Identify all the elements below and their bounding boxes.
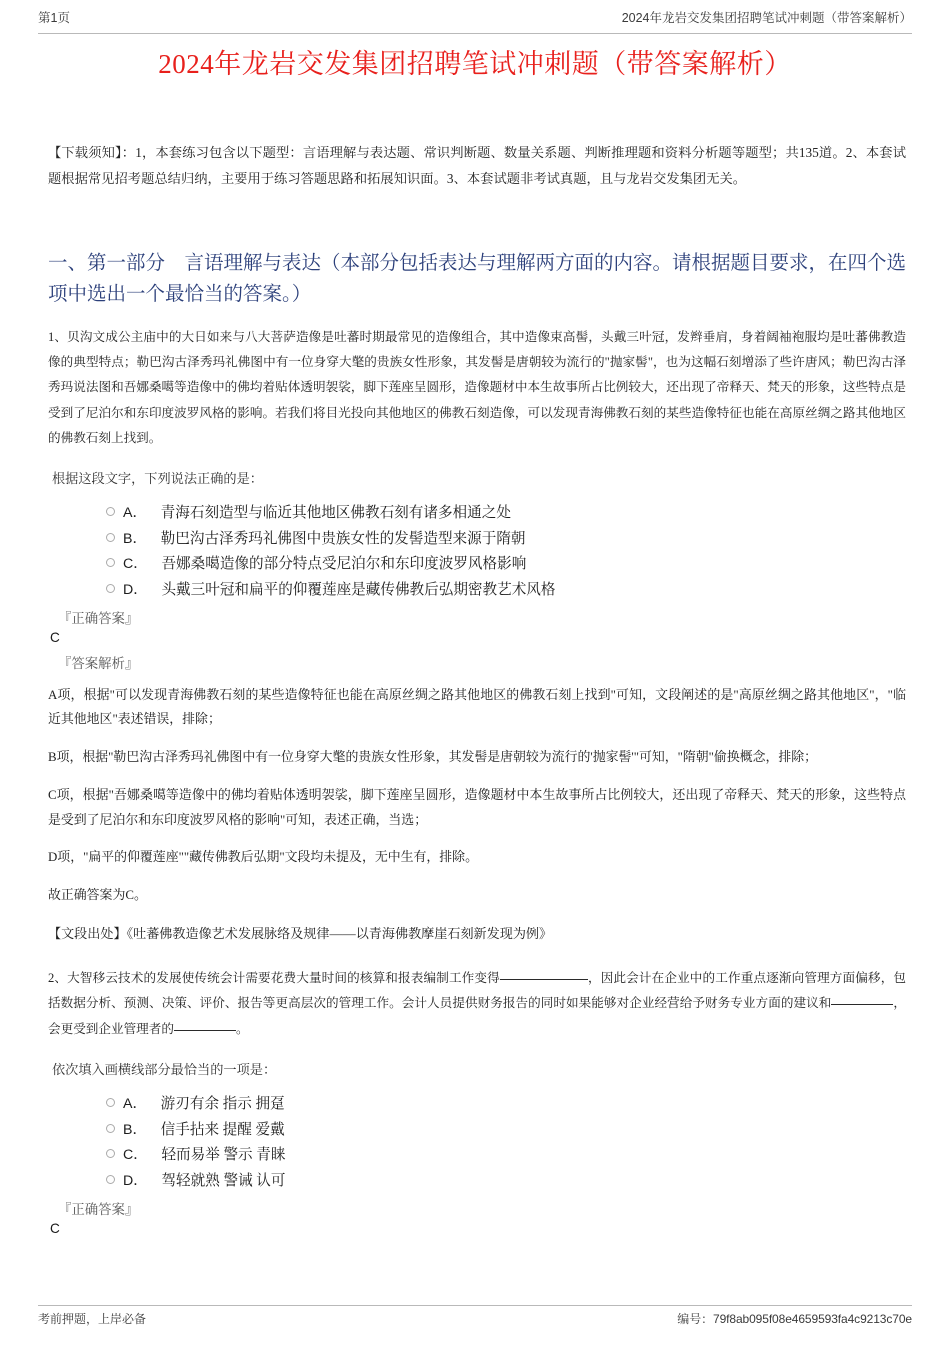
question-1-answer-value: C [50, 630, 60, 646]
option-text: 青海石刻造型与临近其他地区佛教石刻有诸多相通之处 [160, 505, 511, 522]
option-letter: B． [123, 530, 147, 547]
option-row-b[interactable] [106, 1117, 906, 1143]
analysis-conclusion: 故正确答案为C。 [48, 888, 147, 903]
radio-icon[interactable] [106, 584, 115, 593]
running-footer [38, 1305, 912, 1331]
option-letter: D． [123, 1172, 148, 1189]
option-text: 信手拈来 提醒 爱戴 [160, 1121, 285, 1138]
option-row-c[interactable] [106, 552, 906, 578]
analysis-paragraph-b: B项，根据"勒巴沟古泽秀玛礼佛图中有一位身穿大氅的贵族女性形象，其发髻是唐朝较为流行的'抛家髻'"可知，"隋朝"偷换概念，排除； [48, 750, 818, 765]
radio-icon[interactable] [106, 1175, 115, 1184]
footer-slogan: 考前押题，上岸必备 [38, 1312, 147, 1326]
question-1-source [48, 922, 906, 946]
footer-code-label: 编号： [677, 1312, 713, 1326]
question-2-answer-label: 『正确答案』 [58, 1201, 139, 1217]
section-heading: 一、第一部分 言语理解与表达（本部分包括表达与理解两方面的内容。请根据题目要求，在四个选项中选出一个最恰当的答案。） [48, 252, 907, 306]
option-row-d[interactable] [106, 1168, 906, 1194]
fill-blank-1[interactable] [500, 979, 588, 980]
question-2-prompt: 依次填入画横线部分最恰当的一项是： [52, 1061, 277, 1077]
option-row-a[interactable] [106, 1092, 906, 1118]
option-text: 轻而易举 警示 青睐 [161, 1147, 286, 1164]
radio-icon[interactable] [106, 1124, 115, 1133]
option-letter: C． [123, 556, 148, 573]
analysis-paragraph-d: D项，"扁平的仰覆莲座""藏传佛教后弘期"文段均未提及，无中生有，排除。 [48, 850, 478, 865]
radio-icon[interactable] [106, 1149, 115, 1158]
radio-icon[interactable] [106, 1098, 115, 1107]
option-letter: B． [123, 1121, 147, 1138]
question-block-2 [48, 966, 906, 1239]
question-block-1 [48, 325, 906, 946]
radio-icon[interactable] [106, 558, 115, 567]
page-title: 2024年龙岩交发集团招聘笔试冲刺题（带答案解析） [158, 49, 792, 79]
source-text: 《吐蕃佛教造像艺术发展脉络及规律——以青海佛教摩崖石刻新发现为例》 [126, 925, 553, 941]
option-letter: D． [123, 581, 148, 598]
option-text: 游刃有余 指示 拥趸 [160, 1096, 285, 1112]
option-row-c[interactable] [106, 1143, 906, 1169]
analysis-paragraph-a: A项，根据"可以发现青海佛教石刻的某些造像特征也能在高原丝绸之路其他地区的佛教石刻上找到"可知，文段阐述的是"高原丝绸之路其他地区"，"临近其他地区"表述错误，排除； [48, 687, 906, 727]
analysis-paragraph-c: C项，根据"吾娜桑噶等造像中的佛均着贴体透明袈裟，脚下莲座呈圆形，造像题材中本生故事所占比例较大，还出现了帝释天、梵天的形象，这些特点是受到了尼泊尔和东印度波罗风格的影响"可知，表述正确，当选； [48, 787, 906, 827]
option-letter: A． [123, 505, 147, 522]
question-2-stem-part4: 。 [235, 1021, 249, 1036]
question-1-prompt: 根据这段文字，下列说法正确的是： [52, 470, 263, 486]
source-label: 【文段出处】 [48, 925, 127, 941]
radio-icon[interactable] [106, 533, 115, 542]
page-indicator: 第1页 [38, 11, 70, 25]
footer-code [677, 1310, 912, 1327]
question-1-analysis-label: 『答案解析』 [58, 656, 139, 672]
question-1-answer-label: 『正确答案』 [58, 611, 139, 627]
document-body [48, 140, 906, 1241]
option-row-d[interactable] [106, 577, 906, 603]
fill-blank-3[interactable] [174, 1030, 236, 1031]
radio-icon[interactable] [106, 507, 115, 516]
question-2-stem-part1: 2、大智移云技术的发展使传统会计需要花费大量时间的核算和报表编制工作变得 [48, 971, 500, 986]
question-2-answer-value: C [50, 1221, 60, 1237]
option-letter: A． [123, 1096, 147, 1112]
option-text: 头戴三叶冠和扁平的仰覆莲座是藏传佛教后弘期密教艺术风格 [161, 581, 556, 598]
question-2-options [106, 1092, 906, 1194]
option-row-b[interactable] [106, 526, 906, 552]
running-header-title: 2024年龙岩交发集团招聘笔试冲刺题（带答案解析） [621, 11, 912, 25]
question-1-stem: 1、贝沟文成公主庙中的大日如来与八大菩萨造像是吐蕃时期最常见的造像组合，其中造像束高髻，头戴三叶冠，发辫垂肩，身着阔袖袍服均是吐蕃佛教造像的典型特点；勒巴沟古泽秀玛礼佛图中有一位身穿大氅的贵族女性形象，其发髻是唐朝较为流行的"抛家髻"，也为这幅石刻增添了些许唐风；勒巴沟古泽秀玛说法图和吾娜桑噶等造像中的佛均着贴体透明袈裟，脚下莲座呈圆形，造像题材中本生故事所占比例较大，还出现了帝释天、梵天的形象，这些特点是受到了尼泊尔和东印度波罗风格的影响。若我们将目光投向其他地区的佛教石刻造像，可以发现青海佛教石刻的某些造像特征也能在高原丝绸之路其他地区的佛教石刻上找到。 [48, 330, 906, 445]
fill-blank-2[interactable] [831, 1004, 893, 1005]
running-header [38, 8, 912, 34]
question-2-stem [48, 966, 906, 1042]
option-row-a[interactable] [106, 501, 906, 527]
question-2-stem-part2: ，因此会计在企业中的工作重点逐渐向管理方面偏移，包括数据分析、预测、决策、评价、报告等更高层次的管理工作。会计人员提供财务报告的同时如果能够对企业经营给予财务专业方面的建议和 [48, 971, 907, 1011]
download-notice: 【下载须知】：1，本套练习包含以下题型：言语理解与表达题、常识判断题、数量关系题、判断推理题和资料分析题等题型；共135道。2、本套试题根据常见招考题总结归纳，主要用于练习答题思路和拓展知识面。3、本套试题非考试真题，且与龙岩交发集团无关。 [48, 145, 906, 186]
option-letter: C． [123, 1147, 148, 1164]
question-1-options [106, 501, 906, 603]
option-text: 勒巴沟古泽秀玛礼佛图中贵族女性的发髻造型来源于隋朝 [160, 530, 526, 547]
option-text: 吾娜桑噶造像的部分特点受尼泊尔和东印度波罗风格影响 [161, 556, 527, 573]
question-2-stem-part3: ，会更受到企业管理者的 [48, 996, 907, 1036]
footer-code-value: 79f8ab095f08e4659593fa4c9213c70e [713, 1312, 912, 1326]
option-text: 驾轻就熟 警诫 认可 [161, 1172, 286, 1189]
